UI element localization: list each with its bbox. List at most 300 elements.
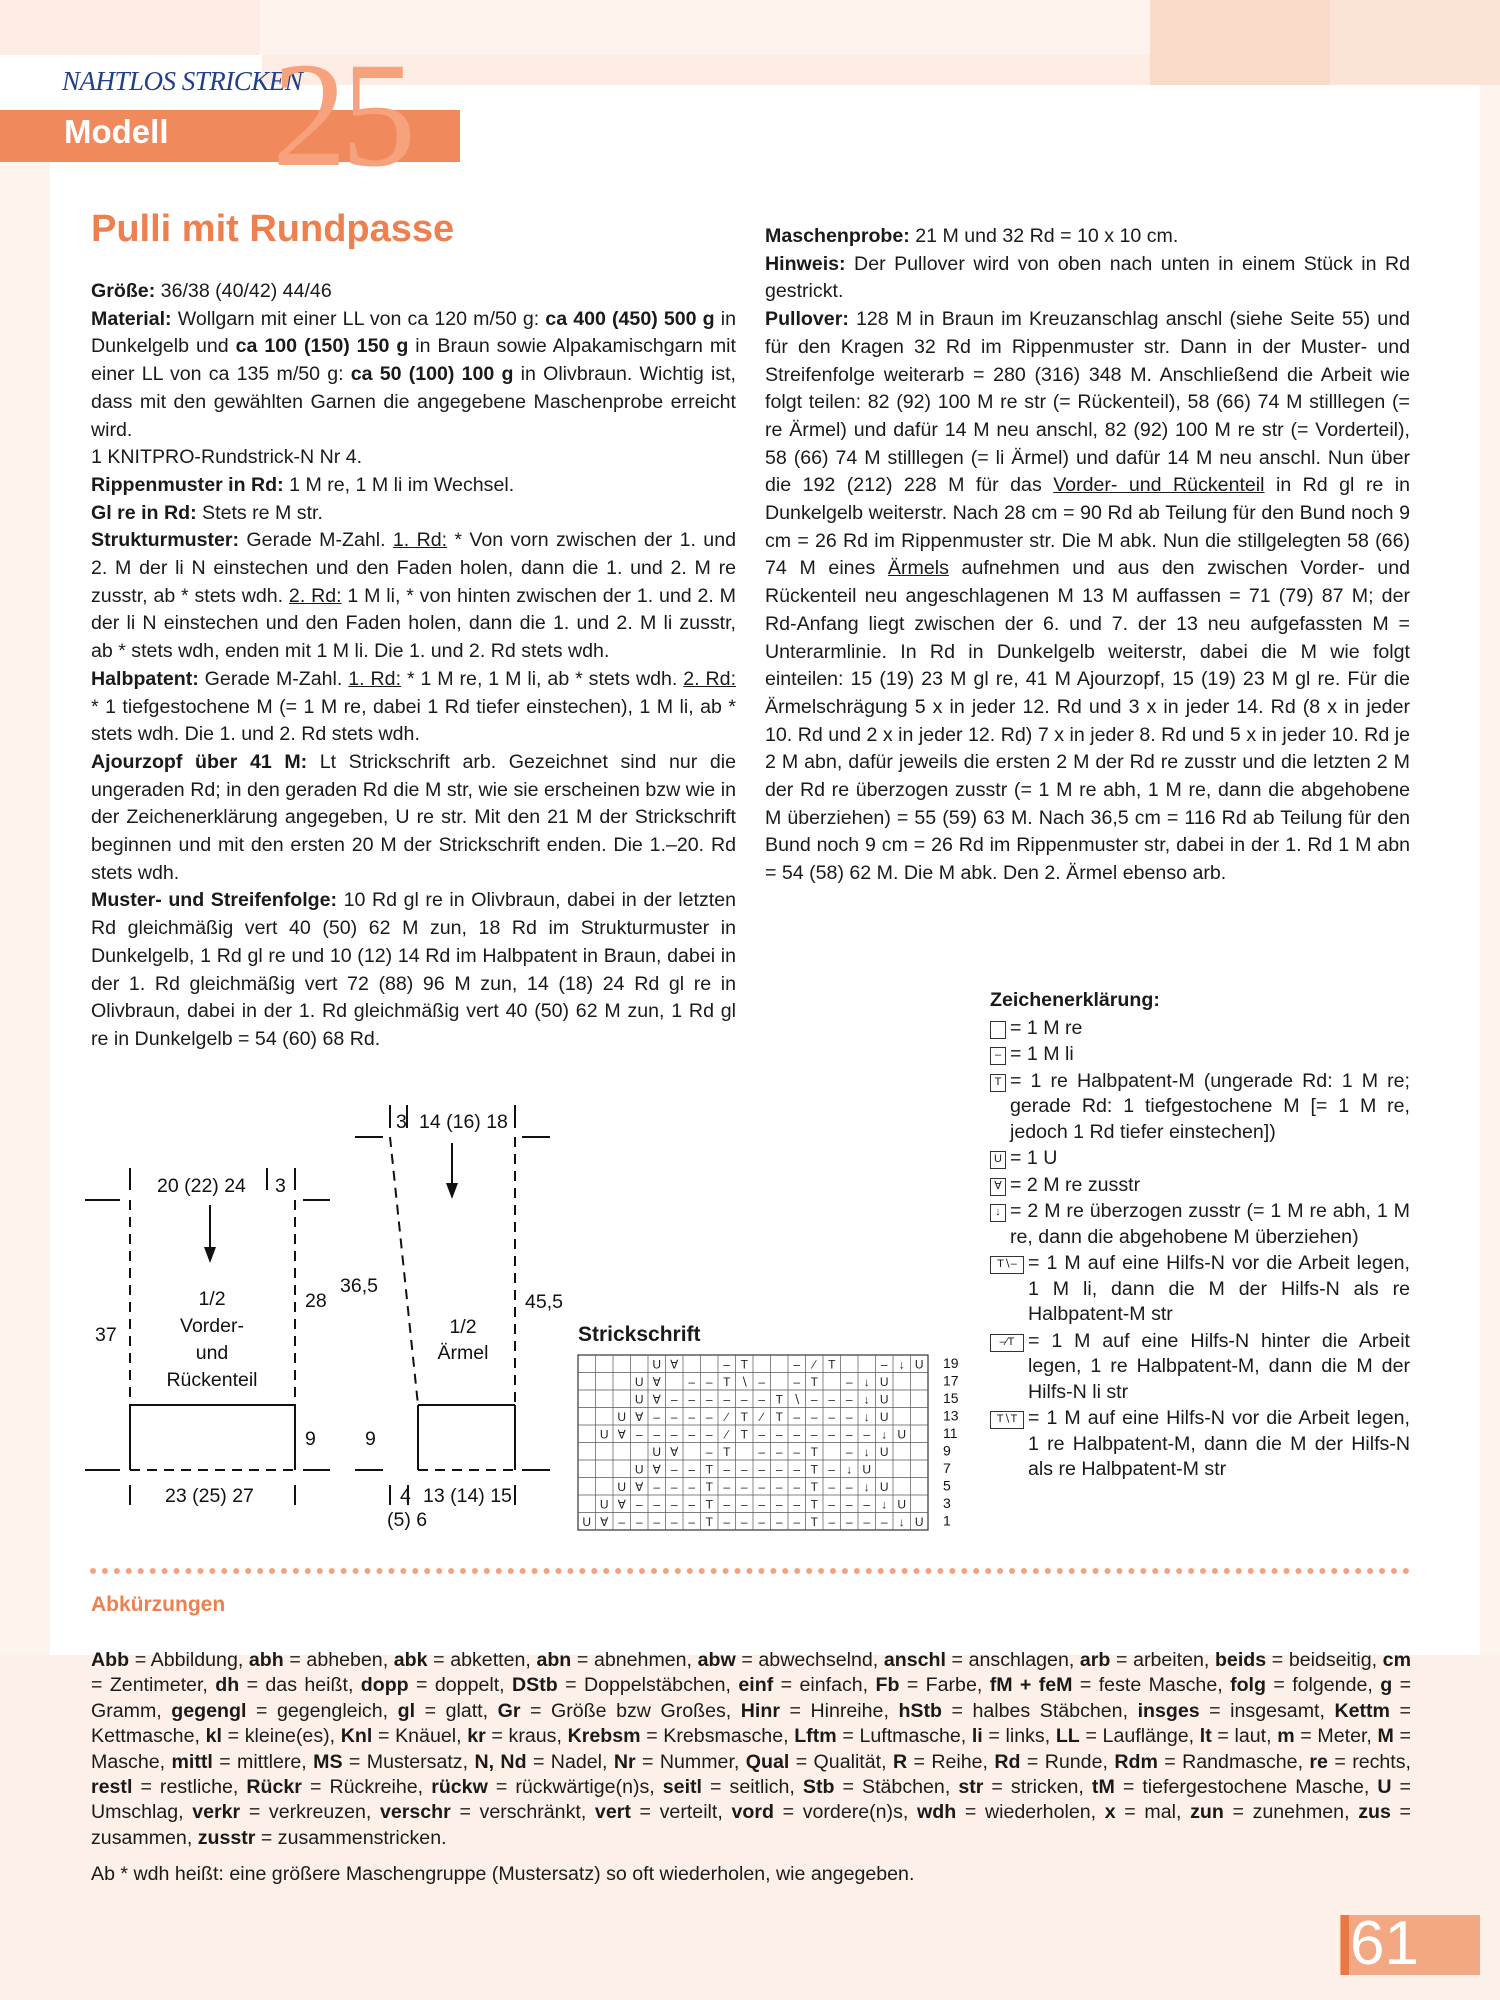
abbreviation-term: wdh xyxy=(917,1801,957,1824)
chart-row-label: 5 xyxy=(943,1477,951,1494)
chart-symbol: – xyxy=(723,1462,731,1477)
chart-symbol: – xyxy=(723,1480,731,1494)
chart-symbol: – xyxy=(705,1410,713,1424)
dim-body-28: 28 xyxy=(305,1290,327,1312)
chart-symbol: – xyxy=(705,1375,713,1389)
abbreviation-meaning: = arbeiten, xyxy=(1110,1649,1215,1671)
needle-para: 1 KNITPRO-Rundstrick-N Nr 4. xyxy=(91,446,363,469)
chart-symbol: T xyxy=(810,1445,818,1459)
abbreviation-meaning: = tiefergestochene Masche, xyxy=(1114,1776,1378,1799)
abbreviation-meaning: = seitlich, xyxy=(702,1776,803,1799)
abbreviation-term: rückw xyxy=(431,1776,488,1799)
chart-symbol: U xyxy=(634,1392,644,1407)
abbreviation-meaning: = links, xyxy=(982,1725,1056,1748)
structure-para: Strukturmuster: Gerade M-Zahl. 1. Rd: * Von vorn zwischen der 1. und 2. M der li N einstechen und den Faden holen, dann die 1. und 2. M re zusstr, ab * stets wdh. 2. Rd: 1 M li, * von hinten zwischen der 1. und 2. M der li N einstechen und den Faden holen, dann die 1. und 2. M li zusstr, ab * stets wdh, enden mit 1 M li. Die 1. und 2. Rd stets wdh. xyxy=(91,529,736,663)
chart-symbol: ∀ xyxy=(652,1375,661,1389)
legend-item: ∀ = 2 M re zusstr xyxy=(990,1173,1410,1199)
chart-symbol: – xyxy=(845,1392,853,1407)
abbreviation-meaning: = zusammen, xyxy=(91,1801,1411,1849)
abbreviation-meaning: = halbes Stäbchen, xyxy=(941,1699,1138,1722)
chart-symbol: – xyxy=(635,1427,643,1442)
chart-symbol: – xyxy=(670,1462,678,1477)
chart-symbol: U xyxy=(897,1497,907,1512)
chart-symbol: – xyxy=(793,1497,801,1512)
abbreviation-meaning: = Umschlag, xyxy=(91,1776,1411,1824)
chart-symbol: – xyxy=(863,1427,871,1442)
abbreviation-meaning: = Randmasche, xyxy=(1157,1750,1310,1773)
chart-symbol: – xyxy=(740,1462,748,1477)
dim-sleeve-45: 45,5 xyxy=(525,1291,563,1313)
chart-symbol: ∕ xyxy=(725,1410,728,1424)
chart-symbol: T xyxy=(705,1497,713,1512)
abbreviation-term: mittl xyxy=(171,1750,213,1773)
schematic-diagram xyxy=(85,1095,563,1540)
chart-symbol: – xyxy=(758,1480,766,1494)
chart-symbol: – xyxy=(775,1497,783,1512)
abbreviation-meaning: = einfach, xyxy=(773,1674,876,1697)
abbreviation-term: vord xyxy=(731,1801,774,1824)
abbreviation-meaning: = rückwärtige(n)s, xyxy=(487,1776,663,1799)
chart-title: Strickschrift xyxy=(578,1323,701,1346)
ajour-para: Ajourzopf über 41 M: Lt Strickschrift arb. Gezeichnet sind nur die ungeraden Rd; in den geraden Rd die M str, wie sie erscheinen bzw wie in der Zeichenerklärung angegeben, U re str. Mit den 21 M der Strickschrift beginnen und mit den ersten 20 M der Strickschrift enden. Die 1.–20. Rd stets wdh. xyxy=(91,750,736,884)
abbreviation-meaning: = Nadel, xyxy=(526,1750,614,1773)
abbreviation-meaning: = folgende, xyxy=(1265,1674,1381,1697)
chart-symbol: – xyxy=(688,1480,696,1494)
body-label-4: Rückenteil xyxy=(166,1369,258,1391)
chart-symbol: ↓ xyxy=(863,1445,870,1459)
chart-symbol: – xyxy=(653,1497,661,1512)
chart-symbol: U xyxy=(617,1410,627,1424)
chart-symbol: U xyxy=(599,1427,609,1442)
chart-symbol: ↓ xyxy=(881,1427,888,1442)
abbreviation-meaning: = verschränkt, xyxy=(450,1801,595,1824)
chart-symbol: T xyxy=(810,1497,818,1512)
chart-symbol: – xyxy=(688,1375,696,1389)
chart-symbol: – xyxy=(845,1410,853,1424)
abbreviation-term: Rd xyxy=(994,1750,1021,1773)
cross-back-purl-icon: –∕T xyxy=(990,1334,1024,1352)
abbreviation-meaning: = doppelt, xyxy=(408,1674,512,1697)
chart-symbol: – xyxy=(810,1427,818,1442)
chart-symbol: – xyxy=(635,1497,643,1512)
chart-symbol: – xyxy=(828,1427,836,1442)
abbreviation-meaning: = das heißt, xyxy=(239,1674,361,1697)
legend-item: U = 1 U xyxy=(990,1146,1410,1172)
chart-symbol: U xyxy=(914,1515,924,1529)
abbreviation-term: Abb xyxy=(91,1649,130,1671)
chart-symbol: – xyxy=(793,1462,801,1477)
pullover-para: Pullover: 128 M in Braun im Kreuzanschlag anschl (siehe Seite 55) und für den Kragen 32 Rd im Rippenmuster str. Dann in der Muster- und Streifenfolge weiterarb = 280 (316) 348 M. Anschließend die Arbeit wie folgt teilen: 82 (92) 100 M re str (= Rückenteil), 58 (66) 74 M stilllegen (= re Ärmel) und dafür 14 M neu anschl, 82 (92) 100 M re str (= Vorderteil), 58 (66) 74 M stilllegen (= li Ärmel) und dafür 14 M neu anschl. Nun über die 192 (212) 228 M für das Vorder- und Rückenteil in Rd gl re in Dunkelgelb weiterstr. Nach 28 cm = 90 Rd ab Teilung für den Bund noch 9 cm = 26 Rd im Rippenmuster str. Die M abk. Nun die stillgelegten 58 (66) 74 M eines Ärmels aufnehmen und aus den zwischen Vorder- und Rückenteil neu angeschlagenen M 13 M auffassen = 71 (79) 87 M; der Rd-Anfang liegt zwischen der 6. und 7. der 13 neu aufgefassten M = Unterarmlinie. In Rd in Dunkelgelb weiterstr, dabei die M wie folgt einteilen: 15 (19) 23 M gl re, 41 M Ajourzopf, 15 (19) 23 M gl re. Für die Ärmelschrägung 5 x in jeder 12. Rd und 3 x in jeder 14. Rd (8 x in jeder 10. Rd und 2 x in jeder 12. Rd) 7 x in jeder 8. Rd und 5 x in jeder 10. Rd je 2 M abn, dafür jeweils die ersten 2 M der Rd re zusstr und die letzten 2 M der Rd re überzogen zusstr (= 1 M re abh, 1 M re, dann die abgehobene M überziehen) = 55 (59) 63 M. Nach 36,5 cm = 116 Rd ab Teilung für den Bund noch 9 cm = 26 Rd im Rippenmuster str, dabei in der 1. Rd 1 M abn = 54 (58) 62 M. Die M abk. Den 2. Ärmel ebenso arb. xyxy=(765,308,1411,885)
chart-symbol: U xyxy=(879,1392,889,1407)
chart-row-label: 19 xyxy=(943,1355,959,1371)
chart-symbol: – xyxy=(880,1357,888,1372)
abbreviation-term: m xyxy=(1277,1725,1295,1748)
cross-front-patent-icon: T∖T xyxy=(990,1411,1024,1429)
chart-symbol: – xyxy=(793,1410,801,1424)
abbreviation-term: DStb xyxy=(512,1674,558,1697)
abbreviation-term: zun xyxy=(1190,1801,1224,1824)
abbreviation-meaning: = mittlere, xyxy=(212,1750,314,1773)
chart-symbol: ∀ xyxy=(652,1462,661,1477)
abbreviation-meaning: = Luftmasche, xyxy=(836,1725,972,1748)
abbreviation-meaning: = verteilt, xyxy=(630,1801,732,1824)
chart-symbol: ↓ xyxy=(863,1375,870,1389)
abbreviation-term: abn xyxy=(536,1649,572,1671)
chart-symbol: – xyxy=(705,1392,713,1407)
chart-symbol: U xyxy=(879,1445,889,1459)
chart-symbol: – xyxy=(863,1515,871,1529)
abbreviation-term: zusstr xyxy=(197,1826,256,1849)
top-band-block-2 xyxy=(1330,0,1500,85)
half-patent-para: Halbpatent: Gerade M-Zahl. 1. Rd: * 1 M re, 1 M li, ab * stets wdh. 2. Rd: * 1 tiefgestochene M (= 1 M re, dabei 1 Rd tiefer einstechen), 1 M li, ab * stets wdh. Die 1. und 2. Rd stets wdh. xyxy=(91,667,737,746)
chart-symbol: – xyxy=(828,1392,836,1407)
section-divider xyxy=(90,1568,1410,1574)
abbreviation-meaning: = abnehmen, xyxy=(571,1649,698,1671)
chart-symbol: ∀ xyxy=(600,1515,609,1529)
dim-sleeve-top: 14 (16) 18 xyxy=(419,1111,508,1133)
chart-symbol: – xyxy=(793,1515,801,1529)
page-number: 61 xyxy=(1350,1909,1419,1978)
chart-symbol: – xyxy=(670,1497,678,1512)
chart-symbol: – xyxy=(670,1392,678,1407)
chart-symbol: – xyxy=(828,1515,836,1529)
chart-row-label: 15 xyxy=(943,1390,959,1406)
legend-item: T∖– = 1 M auf eine Hilfs-N vor die Arbeit legen, 1 M li, dann die M der Hilfs-N als re Halbpatent-M str xyxy=(990,1251,1410,1328)
chart-symbol: U xyxy=(897,1427,907,1442)
chart-symbol: – xyxy=(845,1375,853,1389)
arrow-down-icon xyxy=(204,1247,216,1263)
abbreviation-term: Stb xyxy=(802,1776,835,1799)
chart-symbol: U xyxy=(582,1515,592,1529)
arrow-down-icon xyxy=(446,1183,458,1199)
abbreviation-term: N, Nd xyxy=(474,1750,527,1773)
dim-body-9: 9 xyxy=(305,1428,316,1450)
cross-front-purl-icon: T∖– xyxy=(990,1256,1024,1274)
abbreviation-term: gegengl xyxy=(171,1699,247,1722)
chart-symbol: – xyxy=(845,1445,853,1459)
dim-sleeve-bottom: 13 (14) 15 xyxy=(423,1485,512,1507)
abbreviation-term: Qual xyxy=(745,1750,790,1773)
chart-symbol: – xyxy=(740,1392,748,1407)
sleeve-label-1: 1/2 xyxy=(449,1316,477,1338)
chart-symbol: – xyxy=(758,1427,766,1442)
legend-title: Zeichenerklärung: xyxy=(990,989,1160,1011)
chart-symbol: T xyxy=(723,1375,731,1389)
gauge-para: Maschenprobe: 21 M und 32 Rd = 10 x 10 cm. xyxy=(765,225,1179,247)
chart-symbol: U xyxy=(879,1375,889,1389)
abbreviation-meaning: = feste Masche, xyxy=(1072,1674,1231,1697)
abbreviation-term: verschr xyxy=(379,1801,451,1824)
abbreviation-meaning: = Abbildung, xyxy=(129,1649,249,1671)
chart-symbol: – xyxy=(828,1462,836,1477)
chart-symbol: T xyxy=(810,1375,818,1389)
chart-symbol: ↓ xyxy=(898,1357,905,1372)
right-column xyxy=(765,223,1410,888)
abbreviation-term: seitl xyxy=(662,1776,702,1799)
abbreviation-term: abw xyxy=(697,1649,736,1671)
yarn-over-icon: U xyxy=(990,1151,1006,1169)
chart-symbol: – xyxy=(775,1427,783,1442)
body-label-3: und xyxy=(195,1342,229,1364)
abbreviation-term: verkr xyxy=(192,1801,241,1824)
chart-symbol: U xyxy=(879,1410,889,1424)
chart-symbol: – xyxy=(723,1392,731,1407)
chart-symbol: ↓ xyxy=(863,1480,870,1494)
abbreviation-term: x xyxy=(1104,1801,1116,1824)
dim-body-top-small: 3 xyxy=(275,1175,286,1197)
chart-symbol: – xyxy=(653,1427,661,1442)
abbreviation-meaning: = Mustersatz, xyxy=(342,1750,475,1773)
chart-symbol: – xyxy=(688,1427,696,1442)
left-column xyxy=(91,278,736,1054)
chart-symbol: – xyxy=(845,1427,853,1442)
abbreviation-term: Rdm xyxy=(1114,1750,1158,1773)
chart-symbol: – xyxy=(775,1515,783,1529)
chart-symbol: – xyxy=(653,1480,661,1494)
abbreviation-term: dopp xyxy=(360,1674,409,1697)
chart-symbol: – xyxy=(758,1375,766,1389)
abbreviation-meaning: = Rückreihe, xyxy=(301,1776,432,1799)
chart-symbol: T xyxy=(705,1462,713,1477)
abbreviation-term: restl xyxy=(91,1776,133,1799)
abbreviation-term: folg xyxy=(1230,1674,1266,1697)
chart-symbol: U xyxy=(879,1480,889,1494)
abbreviation-meaning: = abketten, xyxy=(427,1649,537,1671)
top-band-block xyxy=(1150,0,1330,85)
chart-symbol: – xyxy=(793,1375,801,1389)
chart-symbol: – xyxy=(845,1515,853,1529)
abbreviation-term: Knl xyxy=(340,1725,373,1748)
abbreviation-meaning: = zusammenstricken. xyxy=(255,1826,447,1849)
dim-sleeve-bottom-sub: (5) 6 xyxy=(387,1509,428,1531)
chart-symbol: – xyxy=(740,1480,748,1494)
abbreviation-meaning: = gegengleich, xyxy=(246,1699,398,1722)
abbreviation-meaning: = verkreuzen, xyxy=(240,1801,380,1824)
chart-symbol: – xyxy=(723,1497,731,1512)
sequence-para: Muster- und Streifenfolge: 10 Rd gl re in Olivbraun, dabei in der letzten Rd gleichmäßig vert 40 (50) 62 M zun, 18 Rd im Strukturmuster in Dunkelgelb, 1 Rd gl re und 10 (12) 14 Rd im Halbpatent in Braun, dabei in der 1. Rd gleichmäßig vert 72 (88) 96 M zun, 14 (18) 24 Rd gl re in Olivbraun, dabei in der 1. Rd gleichmäßig vert 40 (50) 62 M zun, 1 Rd gl re in Dunkelgelb = 54 (60) 68 Rd. xyxy=(91,889,736,1050)
chart-symbol: ∖ xyxy=(740,1375,749,1389)
legend-item: = 1 M re xyxy=(990,1016,1410,1042)
dim-sleeve-36: 36,5 xyxy=(340,1275,378,1297)
purl-icon: – xyxy=(990,1047,1006,1065)
abbreviation-meaning: = mal, xyxy=(1115,1801,1191,1824)
abbreviation-meaning: = Krebsmasche, xyxy=(640,1725,795,1748)
abbreviation-meaning: = Doppelstäbchen, xyxy=(557,1674,739,1697)
abbreviation-term: abk xyxy=(393,1649,428,1671)
chart-row-label: 11 xyxy=(943,1425,958,1441)
chart-symbol: – xyxy=(758,1515,766,1529)
chart-symbol: – xyxy=(793,1357,801,1372)
abbreviation-term: kr xyxy=(467,1725,486,1748)
abbreviation-term: g xyxy=(1380,1674,1393,1697)
legend-item: – = 1 M li xyxy=(990,1042,1410,1068)
abbreviation-meaning: = Nummer, xyxy=(635,1750,746,1773)
chart-symbol: T xyxy=(828,1357,836,1372)
abbreviation-term: insges xyxy=(1137,1699,1200,1722)
chart-symbol: – xyxy=(688,1410,696,1424)
chart-symbol: – xyxy=(793,1427,801,1442)
size-para: Größe: 36/38 (40/42) 44/46 xyxy=(91,280,332,302)
abbreviation-term: arb xyxy=(1079,1649,1111,1671)
abbreviation-term: str xyxy=(958,1776,984,1799)
chart-symbol: U xyxy=(914,1357,924,1372)
chart-symbol: ∀ xyxy=(617,1497,626,1512)
chart-symbol: T xyxy=(775,1392,783,1407)
chart-symbol: – xyxy=(810,1410,818,1424)
abbreviation-meaning: = abheben, xyxy=(283,1649,394,1671)
abbreviation-term: einf xyxy=(738,1674,774,1697)
chart-row-label: 3 xyxy=(943,1495,951,1511)
legend-item: ↓ = 2 M re überzogen zusstr (= 1 M re abh, 1 M re, dann die abgehobene M überziehen) xyxy=(990,1199,1410,1250)
chart-symbol: ↓ xyxy=(846,1462,853,1477)
chart-symbol: T xyxy=(740,1410,748,1424)
model-number: 25 xyxy=(272,32,410,198)
abbreviation-meaning: = restliche, xyxy=(132,1776,247,1799)
chart-row-label: 17 xyxy=(943,1372,959,1389)
dim-sleeve-top-small: 3 xyxy=(396,1111,407,1133)
abbreviation-meaning: = beidseitig, xyxy=(1266,1649,1383,1671)
abbreviation-meaning: = kleine(es), xyxy=(221,1725,341,1748)
chart-symbol: – xyxy=(740,1515,748,1529)
page-title: Pulli mit Rundpasse xyxy=(91,208,455,250)
abbreviation-term: Fb xyxy=(875,1674,900,1697)
chart-symbol: – xyxy=(670,1515,678,1529)
body-label-2: Vorder- xyxy=(180,1315,244,1337)
abbreviation-meaning: = Qualität, xyxy=(789,1750,893,1773)
abbreviation-meaning: = Kettmasche, xyxy=(91,1699,1411,1748)
chart-symbol: ∀ xyxy=(635,1480,644,1494)
legend-item: T∖T = 1 M auf eine Hilfs-N vor die Arbeit legen, 1 re Halbpatent-M, dann die M der Hilfs-N als re Halbpatent-M str xyxy=(990,1406,1410,1483)
abbreviation-term: tM xyxy=(1091,1776,1115,1799)
chart-symbol: – xyxy=(670,1427,678,1442)
chart-symbol: ↓ xyxy=(898,1515,905,1529)
abbreviation-meaning: = kraus, xyxy=(485,1725,568,1748)
chart-symbol: – xyxy=(758,1462,766,1477)
k2tog-icon: ∀ xyxy=(990,1178,1006,1196)
abbreviation-term: anschl xyxy=(883,1649,946,1671)
chart-symbol: T xyxy=(723,1445,731,1459)
abbreviation-meaning: = Farbe, xyxy=(899,1674,990,1697)
chart-symbol: – xyxy=(845,1497,853,1512)
header-label: Modell xyxy=(64,113,169,150)
chart-symbol: – xyxy=(740,1497,748,1512)
chart-symbol: – xyxy=(863,1497,871,1512)
abbreviation-meaning: = Größe bzw Großes, xyxy=(520,1699,741,1722)
chart-symbol: U xyxy=(617,1480,627,1494)
abbreviation-term: Nr xyxy=(613,1750,636,1773)
chart-symbol: T xyxy=(705,1515,713,1529)
legend-item: –∕T = 1 M auf eine Hilfs-N hinter die Arbeit legen, 1 re Halbpatent-M, dann die M der Hilfs-N li str xyxy=(990,1329,1410,1406)
abbreviation-term: cm xyxy=(1382,1649,1411,1671)
abbreviation-meaning: = laut, xyxy=(1211,1725,1278,1748)
abbreviation-term: vert xyxy=(594,1801,631,1824)
abbreviation-meaning: = Masche, xyxy=(91,1725,1411,1773)
chart-symbol: ↓ xyxy=(881,1497,888,1512)
abbreviation-meaning: = Knäuel, xyxy=(372,1725,468,1748)
chart-symbol: T xyxy=(810,1515,818,1529)
chart-symbol: T xyxy=(740,1357,748,1372)
abbreviations-list xyxy=(91,1648,1411,1851)
legend-item: T = 1 re Halbpatent-M (ungerade Rd: 1 M re; gerade Rd: 1 tiefgestochene M [= 1 M re, jedoch 1 Rd tiefer einstechen]) xyxy=(990,1069,1410,1146)
abbreviation-meaning: = zunehmen, xyxy=(1223,1801,1359,1824)
abbreviations-note: Ab * wdh heißt: eine größere Maschengruppe (Mustersatz) so oft wiederholen, wie angegeben. xyxy=(91,1863,915,1885)
chart-symbol: – xyxy=(775,1445,783,1459)
abbreviation-term: dh xyxy=(215,1674,240,1697)
abbreviation-meaning: = Zentimeter, xyxy=(91,1674,216,1697)
chart-symbol: U xyxy=(599,1497,609,1512)
abbreviation-term: beids xyxy=(1214,1649,1267,1671)
chart-row-label: 7 xyxy=(943,1460,951,1476)
abbreviation-meaning: = vordere(n)s, xyxy=(773,1801,917,1824)
chart-symbol: T xyxy=(775,1410,783,1424)
chart-symbol: – xyxy=(670,1410,678,1424)
abbreviation-term: R xyxy=(892,1750,908,1773)
chart-symbol: – xyxy=(705,1445,713,1459)
header-kicker: NAHTLOS STRICKEN xyxy=(62,66,303,96)
chart-symbol: ∖ xyxy=(792,1392,801,1407)
chart-symbol: – xyxy=(828,1480,836,1494)
knitting-chart xyxy=(578,1355,968,1530)
chart-symbol: – xyxy=(653,1410,661,1424)
chart-symbol: – xyxy=(758,1445,766,1459)
chart-symbol: – xyxy=(810,1392,818,1407)
symbol-legend xyxy=(990,988,1410,1484)
chart-symbol: – xyxy=(618,1515,626,1529)
chart-symbol: T xyxy=(810,1480,818,1494)
abbreviation-meaning: = Gramm, xyxy=(91,1674,1412,1722)
chart-symbol: – xyxy=(880,1515,888,1529)
chart-symbol: – xyxy=(793,1480,801,1494)
note-para: Hinweis: Der Pullover wird von oben nach unten in einem Stück in Rd gestrickt. xyxy=(765,252,1410,303)
abbreviation-term: MS xyxy=(313,1750,343,1773)
chart-symbol: – xyxy=(688,1497,696,1512)
stockinette-para: Gl re in Rd: Stets re M str. xyxy=(91,501,323,524)
chart-symbol: ↓ xyxy=(863,1410,870,1424)
abbreviation-meaning: = stricken, xyxy=(983,1776,1092,1799)
abbreviation-meaning: = Meter, xyxy=(1294,1725,1378,1748)
abbreviation-term: M xyxy=(1377,1725,1394,1748)
chart-symbol: – xyxy=(758,1497,766,1512)
chart-symbol: U xyxy=(652,1357,662,1372)
chart-symbol: – xyxy=(828,1410,836,1424)
chart-symbol: – xyxy=(688,1462,696,1477)
chart-symbol: T xyxy=(810,1462,818,1477)
abbreviations-heading: Abkürzungen xyxy=(91,1593,226,1616)
abbreviation-term: lt xyxy=(1199,1725,1212,1748)
chart-symbol: – xyxy=(653,1515,661,1529)
chart-symbol: – xyxy=(635,1515,643,1529)
abbreviation-meaning: = Lauflänge, xyxy=(1079,1725,1200,1748)
chart-symbol: – xyxy=(670,1480,678,1494)
abbreviation-meaning: = rechts, xyxy=(1327,1750,1411,1773)
dim-sleeve-9: 9 xyxy=(365,1428,376,1450)
dim-sleeve-bottom-small: 4 xyxy=(400,1485,411,1507)
abbreviation-meaning: = Reihe, xyxy=(907,1750,995,1773)
chart-symbol: ∀ xyxy=(635,1410,644,1424)
chart-symbol: ∕ xyxy=(760,1410,763,1424)
abbreviation-term: fM + feM xyxy=(989,1674,1073,1697)
chart-symbol: – xyxy=(845,1480,853,1494)
chart-symbol: – xyxy=(775,1462,783,1477)
abbreviation-term: re xyxy=(1309,1750,1328,1773)
abbreviation-term: Krebsm xyxy=(567,1725,641,1748)
chart-symbol: ∕ xyxy=(725,1427,728,1442)
abbreviation-term: hStb xyxy=(898,1699,942,1722)
chart-symbol: – xyxy=(775,1480,783,1494)
abbreviation-meaning: = insgesamt, xyxy=(1199,1699,1335,1722)
chart-symbol: U xyxy=(634,1462,644,1477)
ssk-icon: ↓ xyxy=(990,1204,1006,1222)
